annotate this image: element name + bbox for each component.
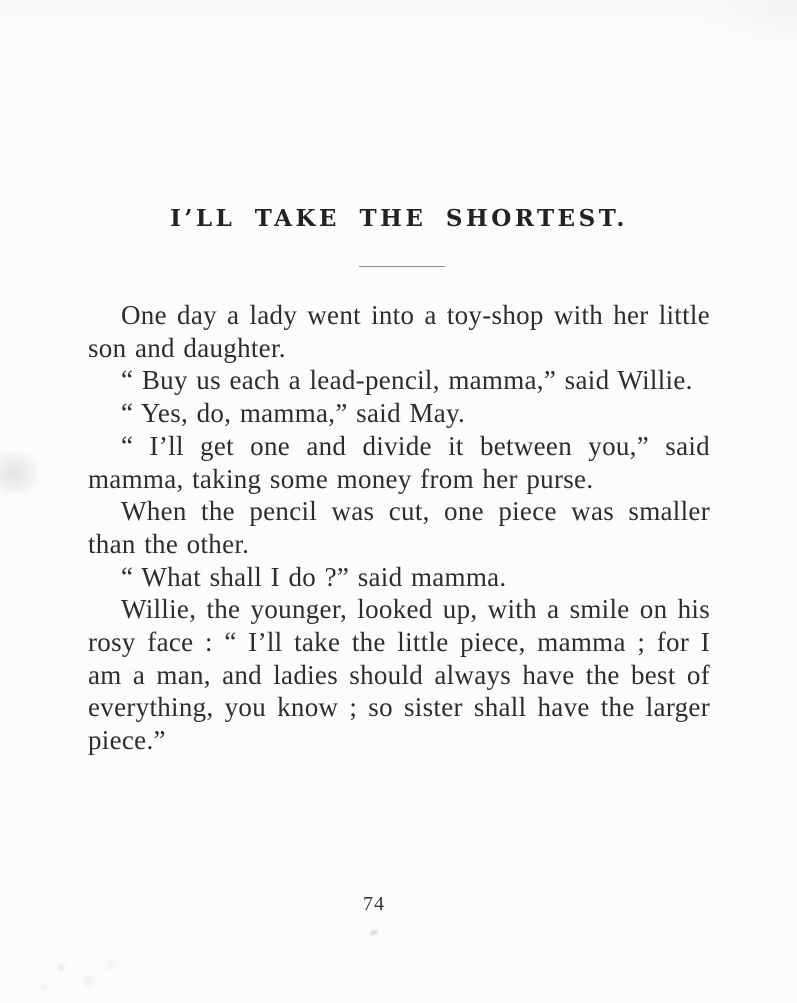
paragraph: “ I’ll get one and divide it between you,” said mamma, taking some money from her purse. [88, 430, 710, 494]
paragraph: “ What shall I do ?” said mamma. [121, 561, 507, 592]
story-text [88, 299, 710, 757]
page-content [88, 0, 710, 1000]
paragraph: One day a lady went into a toy-shop with her little son and daughter. [88, 300, 710, 363]
paragraph: “ Yes, do, mamma,” said May. [121, 398, 466, 429]
title-divider [359, 266, 445, 267]
paragraph: When the pencil was cut, one piece was smaller than the other. [88, 496, 710, 559]
page-number: 74 [363, 893, 385, 915]
paragraph: Willie, the younger, looked up, with a smile on his rosy face : “ I’ll take the little piece, mamma ; for I am a man, and ladies should always have the best of everything, you know ; so sister shall have the larger piece.” [88, 594, 710, 756]
scan-smudge [0, 438, 62, 508]
paragraph: “ Buy us each a lead-pencil, mamma,” said Willie. [121, 365, 693, 396]
story-title: I’LL TAKE THE SHORTEST. [170, 205, 628, 232]
